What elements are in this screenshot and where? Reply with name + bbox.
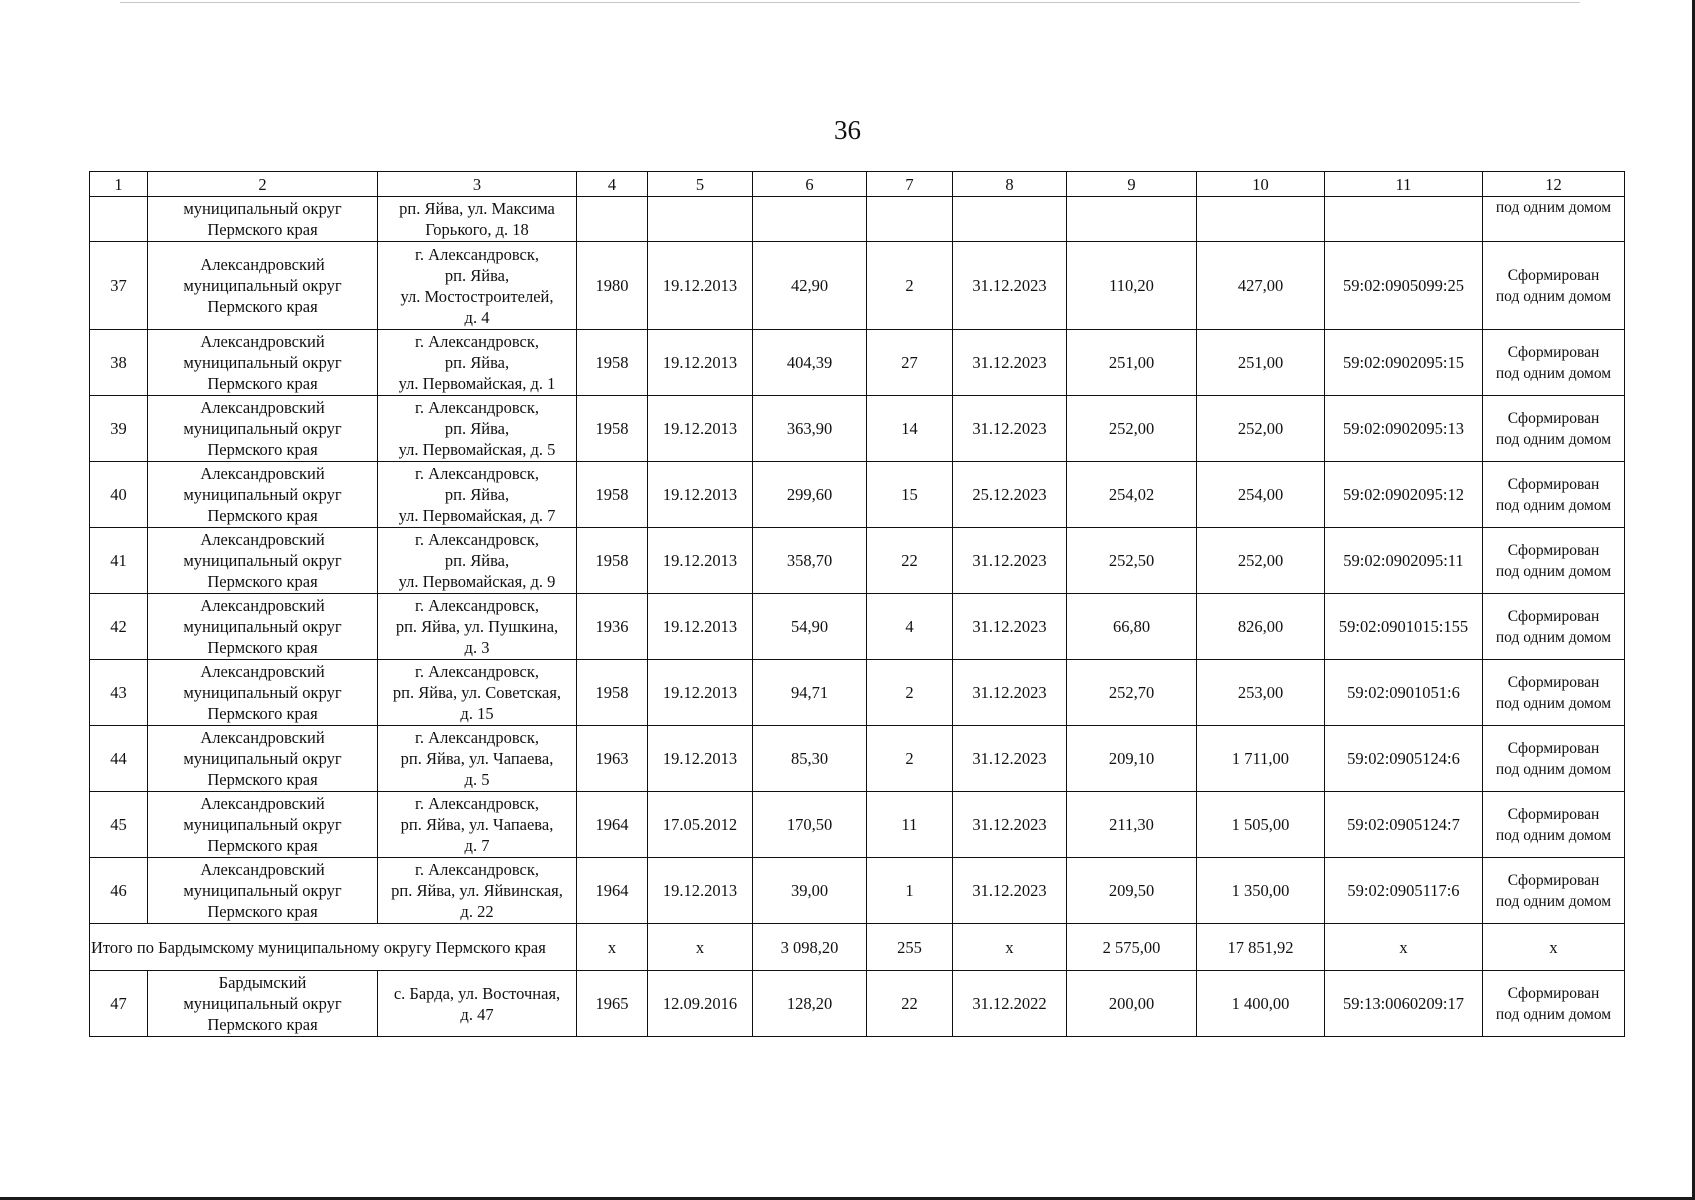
date-cell: 19.12.2013 [648,396,753,462]
address-line: рп. Яйва, ул. Чапаева, [400,749,554,768]
column-header: 9 [1067,172,1197,197]
total-value-cell: х [1325,924,1483,971]
address-line: г. Александровск, [415,794,539,813]
value-cell: 1 350,00 [1197,858,1325,924]
address-line: г. Александровск, [415,464,539,483]
table-row [90,242,1625,330]
address-line: рп. Яйва, ул. Яйвинская, [391,881,563,900]
row-number-cell: 43 [90,660,148,726]
address-line: д. 47 [460,1004,494,1024]
date-cell: 19.12.2013 [648,528,753,594]
date-cell: 31.12.2023 [953,726,1067,792]
municipality-cell [148,792,378,858]
address-line: г. Александровск, [415,728,539,747]
value-cell: 211,30 [1067,792,1197,858]
status-cell [1483,462,1625,528]
row-number-cell: 42 [90,594,148,660]
address-line: д. 7 [464,836,490,855]
status-line: Сформирован [1507,409,1600,427]
status-line: под одним домом [1495,760,1612,778]
area-cell: 39,00 [753,858,867,924]
address-line: г. Александровск, [415,530,539,549]
municipality-line: Александровский [200,464,325,483]
address-line: рп. Яйва, ул. Советская, [392,683,562,702]
status-cell [1483,858,1625,924]
municipality-cell [148,660,378,726]
value-cell: 254,00 [1197,462,1325,528]
address-line: Горького, д. 18 [425,220,529,239]
status-line: под одним домом [1495,287,1612,305]
year-cell [577,197,648,242]
table-row [90,594,1625,660]
status-line: под одним домом [1495,496,1612,514]
count-cell: 2 [867,726,953,792]
address-line: г. Александровск, [415,662,539,681]
municipality-line: Пермского края [207,638,318,657]
address-cell [378,594,577,660]
address-cell [378,858,577,924]
column-header: 11 [1325,172,1483,197]
date-cell: 19.12.2013 [648,660,753,726]
status-line: под одним домом [1495,1005,1612,1023]
count-cell: 15 [867,462,953,528]
year-cell: 1965 [577,971,648,1037]
scan-edge-top [120,2,1580,3]
year-cell: 1936 [577,594,648,660]
status-cell [1483,971,1625,1037]
row-number-cell: 46 [90,858,148,924]
municipality-line: Пермского края [207,297,318,316]
table-row [90,462,1625,528]
value-cell: 253,00 [1197,660,1325,726]
date-cell [648,197,753,242]
value-cell: 1 400,00 [1197,971,1325,1037]
address-line: рп. Яйва, [444,353,510,372]
address-line: г. Александровск, [415,596,539,615]
date-cell: 31.12.2023 [953,660,1067,726]
area-cell: 94,71 [753,660,867,726]
area-cell: 128,20 [753,971,867,1037]
year-cell: 1964 [577,858,648,924]
area-cell: 404,39 [753,330,867,396]
date-cell: 19.12.2013 [648,330,753,396]
municipality-line: муниципальный округ [183,199,342,218]
date-cell: 31.12.2023 [953,242,1067,330]
municipality-cell [148,242,378,330]
municipality-line: Пермского края [207,440,318,459]
area-cell [753,197,867,242]
value-cell: 209,50 [1067,858,1197,924]
cadastral-cell: 59:02:0902095:11 [1325,528,1483,594]
address-line: ул. Мостостроителей, [400,286,554,306]
total-value-cell: х [1483,924,1625,971]
address-line: г. Александровск, [415,398,539,417]
area-cell: 363,90 [753,396,867,462]
year-cell: 1980 [577,242,648,330]
total-value-cell: 255 [867,924,953,971]
cadastral-cell: 59:02:0905099:25 [1325,242,1483,330]
status-line: под одним домом [1495,562,1612,580]
value-cell: 252,00 [1197,528,1325,594]
area-cell: 299,60 [753,462,867,528]
municipality-cell [148,462,378,528]
municipality-line: Александровский [200,596,325,615]
cadastral-cell: 59:13:0060209:17 [1325,971,1483,1037]
value-cell: 252,50 [1067,528,1197,594]
area-cell: 42,90 [753,242,867,330]
table-row [90,858,1625,924]
address-cell [378,971,577,1037]
municipality-cell [148,396,378,462]
table-row [90,792,1625,858]
status-line: под одним домом [1495,628,1612,646]
municipality-line: Пермского края [207,770,318,789]
value-cell: 826,00 [1197,594,1325,660]
cadastral-cell: 59:02:0905124:7 [1325,792,1483,858]
municipality-line: Пермского края [207,902,318,921]
cadastral-cell: 59:02:0905117:6 [1325,858,1483,924]
column-header: 7 [867,172,953,197]
value-cell: 1 711,00 [1197,726,1325,792]
area-cell: 170,50 [753,792,867,858]
municipality-cell [148,971,378,1037]
date-cell: 31.12.2023 [953,792,1067,858]
date-cell: 31.12.2023 [953,858,1067,924]
address-cell [378,396,577,462]
municipality-line: Пермского края [207,1015,318,1034]
status-cell [1483,396,1625,462]
address-line: рп. Яйва, [444,551,510,570]
municipality-line: Пермского края [207,572,318,591]
municipality-line: Пермского края [207,836,318,855]
address-cell [378,792,577,858]
status-cell: под одним домом [1483,197,1625,242]
address-line: ул. Первомайская, д. 9 [398,572,556,591]
total-value-cell: 3 098,20 [753,924,867,971]
address-line: ул. Первомайская, д. 5 [398,440,556,459]
address-cell [378,462,577,528]
address-line: д. 22 [460,902,494,921]
address-line: г. Александровск, [415,244,539,264]
address-line: д. 3 [464,638,490,657]
row-number-cell [90,197,148,242]
municipality-line: муниципальный округ [183,353,342,372]
municipality-line: Александровский [200,662,325,681]
status-line: под одним домом [1495,826,1612,844]
address-line: рп. Яйва, ул. Максима [399,199,555,218]
row-number-cell: 38 [90,330,148,396]
column-header: 12 [1483,172,1625,197]
municipality-cell [148,594,378,660]
year-cell: 1958 [577,462,648,528]
cadastral-cell: 59:02:0901015:155 [1325,594,1483,660]
status-line: Сформирован [1507,871,1600,889]
municipality-line: Бардымский [218,973,307,992]
row-number-cell: 45 [90,792,148,858]
address-line: с. Барда, ул. Восточная, [393,983,561,1003]
status-line: Сформирован [1507,805,1600,823]
municipality-line: Пермского края [207,374,318,393]
status-cell [1483,594,1625,660]
value-cell: 252,70 [1067,660,1197,726]
address-line: д. 5 [464,770,490,789]
address-cell [378,528,577,594]
municipality-line: муниципальный округ [183,683,342,702]
row-number-cell: 37 [90,242,148,330]
municipality-line: Александровский [200,794,325,813]
value-cell: 1 505,00 [1197,792,1325,858]
address-line: рп. Яйва, ул. Чапаева, [400,815,554,834]
municipality-cell [148,330,378,396]
status-line: под одним домом [1495,892,1612,910]
cadastral-cell [1325,197,1483,242]
address-line: рп. Яйва, [444,265,510,285]
count-cell: 4 [867,594,953,660]
municipality-cell [148,528,378,594]
date-cell: 31.12.2023 [953,528,1067,594]
count-cell: 2 [867,660,953,726]
row-number-cell: 41 [90,528,148,594]
status-cell [1483,660,1625,726]
total-value-cell: х [577,924,648,971]
municipality-line: муниципальный округ [183,815,342,834]
date-cell: 31.12.2023 [953,330,1067,396]
table-row [90,660,1625,726]
cadastral-cell: 59:02:0902095:12 [1325,462,1483,528]
total-row [90,924,1625,971]
date-cell: 19.12.2013 [648,726,753,792]
count-cell: 22 [867,528,953,594]
count-cell: 27 [867,330,953,396]
year-cell: 1958 [577,660,648,726]
column-header: 4 [577,172,648,197]
row-number-cell: 44 [90,726,148,792]
status-line: Сформирован [1507,607,1600,625]
address-line: ул. Первомайская, д. 1 [398,374,556,393]
value-cell: 427,00 [1197,242,1325,330]
municipality-cell [148,726,378,792]
table-body [90,172,1625,1037]
area-cell: 85,30 [753,726,867,792]
column-number-header-row [90,172,1625,197]
total-label-cell: Итого по Бардымскому муниципальному округу Пермского края [90,924,577,971]
area-cell: 54,90 [753,594,867,660]
address-line: ул. Первомайская, д. 7 [398,506,556,525]
cadastral-cell: 59:02:0902095:15 [1325,330,1483,396]
municipality-line: муниципальный округ [183,276,342,295]
table-row [90,971,1625,1037]
date-cell: 25.12.2023 [953,462,1067,528]
municipality-line: Александровский [200,530,325,549]
municipality-line: Пермского края [207,704,318,723]
value-cell: 200,00 [1067,971,1197,1037]
count-cell: 14 [867,396,953,462]
date-cell: 19.12.2013 [648,462,753,528]
total-value-cell: 17 851,92 [1197,924,1325,971]
date-cell: 31.12.2022 [953,971,1067,1037]
column-header: 2 [148,172,378,197]
table-row [90,330,1625,396]
value-cell: 209,10 [1067,726,1197,792]
year-cell: 1964 [577,792,648,858]
column-header: 6 [753,172,867,197]
municipality-cell [148,858,378,924]
total-value-cell: х [648,924,753,971]
value-cell: 251,00 [1067,330,1197,396]
area-cell: 358,70 [753,528,867,594]
date-cell: 31.12.2023 [953,594,1067,660]
date-cell: 19.12.2013 [648,858,753,924]
address-line: рп. Яйва, [444,485,510,504]
year-cell: 1963 [577,726,648,792]
municipality-line: муниципальный округ [183,749,342,768]
continuation-row [90,197,1625,242]
municipality-line: муниципальный округ [183,617,342,636]
value-cell: 251,00 [1197,330,1325,396]
page-number: 36 [834,115,861,145]
status-line: под одним домом [1495,430,1612,448]
total-value-cell: 2 575,00 [1067,924,1197,971]
date-cell: 19.12.2013 [648,594,753,660]
date-cell: 31.12.2023 [953,396,1067,462]
date-cell: 17.05.2012 [648,792,753,858]
municipality-line: муниципальный округ [183,881,342,900]
status-line: под одним домом [1495,694,1612,712]
value-cell: 66,80 [1067,594,1197,660]
status-cell [1483,242,1625,330]
count-cell [867,197,953,242]
cadastral-cell: 59:02:0902095:13 [1325,396,1483,462]
municipality-line: Александровский [200,860,325,879]
status-line: Сформирован [1507,266,1600,284]
table-row [90,396,1625,462]
status-line: под одним домом [1495,364,1612,382]
year-cell: 1958 [577,396,648,462]
address-line: д. 15 [460,704,494,723]
row-number-cell: 39 [90,396,148,462]
table-row [90,528,1625,594]
municipality-line: муниципальный округ [183,551,342,570]
year-cell: 1958 [577,528,648,594]
municipality-line: Александровский [200,255,325,274]
count-cell: 2 [867,242,953,330]
status-cell [1483,726,1625,792]
row-number-cell: 40 [90,462,148,528]
date-cell: 12.09.2016 [648,971,753,1037]
count-cell: 22 [867,971,953,1037]
housing-registry-table [89,171,1625,1037]
count-cell: 11 [867,792,953,858]
municipality-line: Александровский [200,728,325,747]
column-header: 3 [378,172,577,197]
status-cell [1483,792,1625,858]
address-cell [378,197,577,242]
address-line: г. Александровск, [415,860,539,879]
municipality-line: муниципальный округ [183,994,342,1013]
status-line: Сформирован [1507,475,1600,493]
address-line: рп. Яйва, ул. Пушкина, [395,617,559,636]
address-cell [378,660,577,726]
date-cell [953,197,1067,242]
municipality-line: Александровский [200,398,325,417]
total-value-cell: х [953,924,1067,971]
status-line: Сформирован [1507,541,1600,559]
value-cell [1197,197,1325,242]
status-line: Сформирован [1507,739,1600,757]
municipality-line: Александровский [200,332,325,351]
value-cell: 252,00 [1197,396,1325,462]
address-line: д. 4 [464,307,490,327]
table-row [90,726,1625,792]
value-cell [1067,197,1197,242]
row-number-cell: 47 [90,971,148,1037]
address-line: г. Александровск, [415,332,539,351]
address-cell [378,330,577,396]
municipality-line: Пермского края [207,220,318,239]
status-cell [1483,330,1625,396]
status-line: Сформирован [1507,984,1600,1002]
municipality-cell [148,197,378,242]
column-header: 1 [90,172,148,197]
value-cell: 110,20 [1067,242,1197,330]
municipality-line: муниципальный округ [183,419,342,438]
year-cell: 1958 [577,330,648,396]
municipality-line: Пермского края [207,506,318,525]
column-header: 8 [953,172,1067,197]
address-cell [378,242,577,330]
count-cell: 1 [867,858,953,924]
address-line: рп. Яйва, [444,419,510,438]
municipality-line: муниципальный округ [183,485,342,504]
address-cell [378,726,577,792]
status-line: Сформирован [1507,673,1600,691]
date-cell: 19.12.2013 [648,242,753,330]
status-line: Сформирован [1507,343,1600,361]
column-header: 5 [648,172,753,197]
value-cell: 252,00 [1067,396,1197,462]
column-header: 10 [1197,172,1325,197]
status-cell [1483,528,1625,594]
cadastral-cell: 59:02:0901051:6 [1325,660,1483,726]
value-cell: 254,02 [1067,462,1197,528]
cadastral-cell: 59:02:0905124:6 [1325,726,1483,792]
